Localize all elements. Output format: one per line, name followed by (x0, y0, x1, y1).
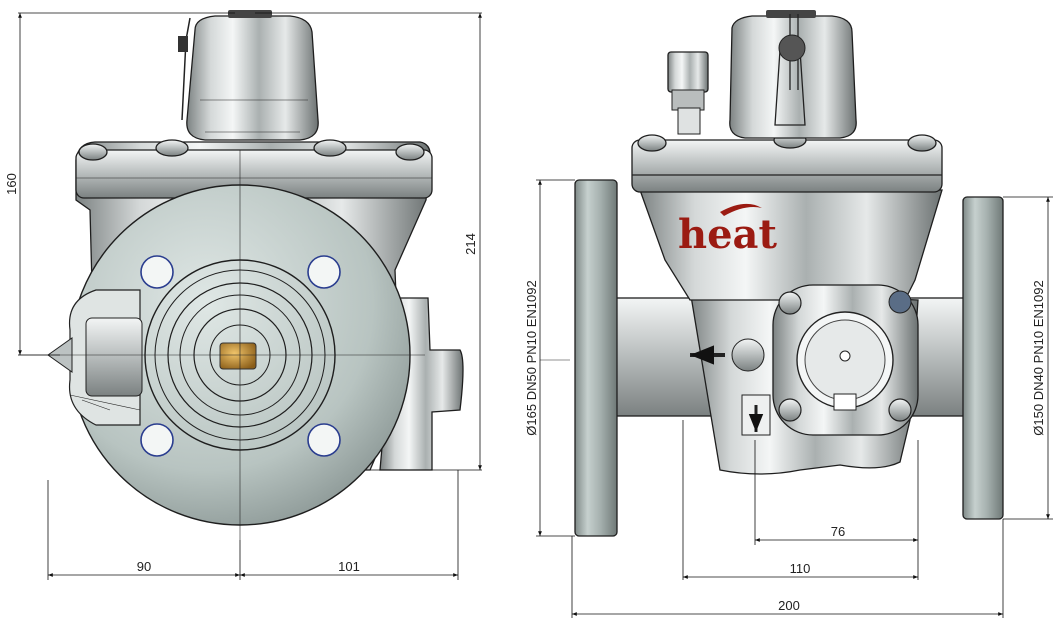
brand-logo: heat (678, 211, 777, 258)
dim-offset-a: 76 (830, 524, 846, 539)
front-dome (187, 16, 318, 140)
dim-outlet-flange: Ø150 DN40 PN10 EN1092 (1031, 280, 1046, 436)
dim-width-left: 90 (136, 559, 152, 574)
side-seal-tag (779, 35, 805, 61)
dim-inlet-flange: Ø165 DN50 PN10 EN1092 (524, 280, 539, 436)
front-brass-nozzle (220, 343, 256, 369)
side-outlet-flange (963, 197, 1003, 519)
front-view (18, 10, 463, 540)
side-vent-fitting (668, 52, 708, 92)
dim-offset-b: 110 (789, 561, 811, 576)
dim-height-upper: 160 (4, 173, 19, 195)
front-dome-cap (228, 10, 272, 18)
dim-height-total: 214 (463, 233, 478, 255)
side-dome (730, 16, 856, 138)
side-status-dot (889, 291, 911, 313)
dim-overall-length: 200 (778, 598, 800, 613)
side-view (540, 10, 1003, 536)
side-inlet-flange (575, 180, 617, 536)
dim-width-right: 101 (338, 559, 360, 574)
